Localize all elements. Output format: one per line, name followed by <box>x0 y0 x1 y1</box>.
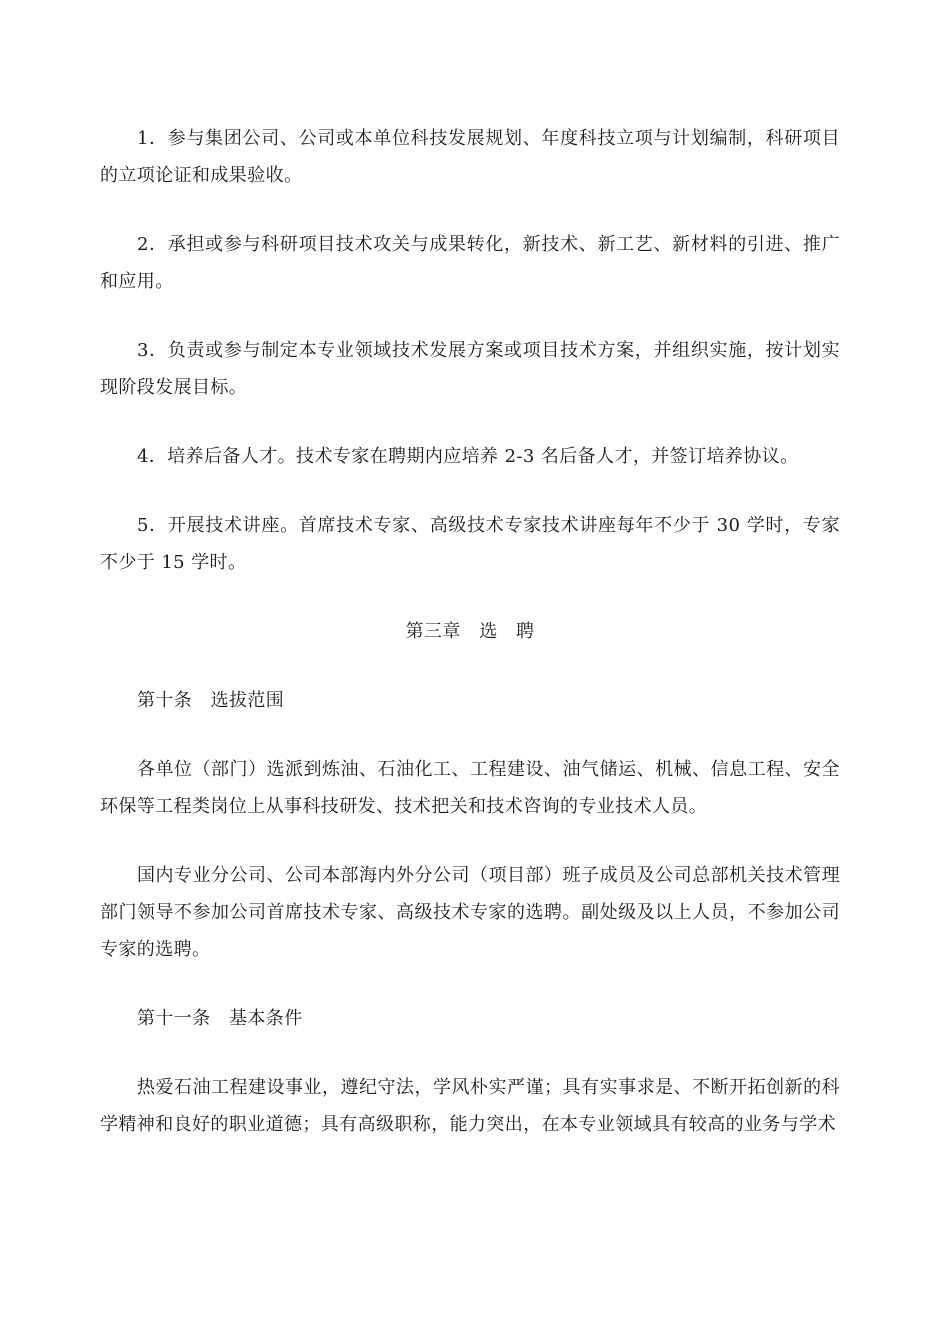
chapter-title: 第三章 选 聘 <box>405 621 535 642</box>
document-page <box>100 120 840 1175</box>
duty-item-1: 1．参与集团公司、公司或本单位科技发展规划、年度科技立项与计划编制，科研项目的立项论证和成果验收。 <box>100 128 840 186</box>
article-10-paragraph-1: 各单位（部门）选派到炼油、石油化工、工程建设、油气储运、机械、信息工程、安全环保等工程类岗位上从事科技研发、技术把关和技术咨询的专业技术人员。 <box>100 759 840 817</box>
article-10-title: 第十条 选拔范围 <box>137 690 285 711</box>
article-10-paragraph-2: 国内专业分公司、公司本部海内外分公司（项目部）班子成员及公司总部机关技术管理部门领导不参加公司首席技术专家、高级技术专家的选聘。副处级及以上人员，不参加公司专家的选聘。 <box>100 865 840 960</box>
duty-item-5: 5．开展技术讲座。首席技术专家、高级技术专家技术讲座每年不少于 30 学时，专家不少于 15 学时。 <box>100 515 840 573</box>
duty-item-2: 2．承担或参与科研项目技术攻关与成果转化，新技术、新工艺、新材料的引进、推广和应用。 <box>100 234 840 292</box>
duty-item-3: 3．负责或参与制定本专业领域技术发展方案或项目技术方案，并组织实施，按计划实现阶段发展目标。 <box>100 340 840 398</box>
article-11-title: 第十一条 基本条件 <box>137 1008 303 1029</box>
article-11-paragraph-1: 热爱石油工程建设事业，遵纪守法，学风朴实严谨；具有实事求是、不断开拓创新的科学精神和良好的职业道德；具有高级职称，能力突出，在本专业领域具有较高的业务与学术 <box>100 1077 840 1135</box>
duty-item-4: 4．培养后备人才。技术专家在聘期内应培养 2-3 名后备人才，并签订培养协议。 <box>137 446 799 467</box>
